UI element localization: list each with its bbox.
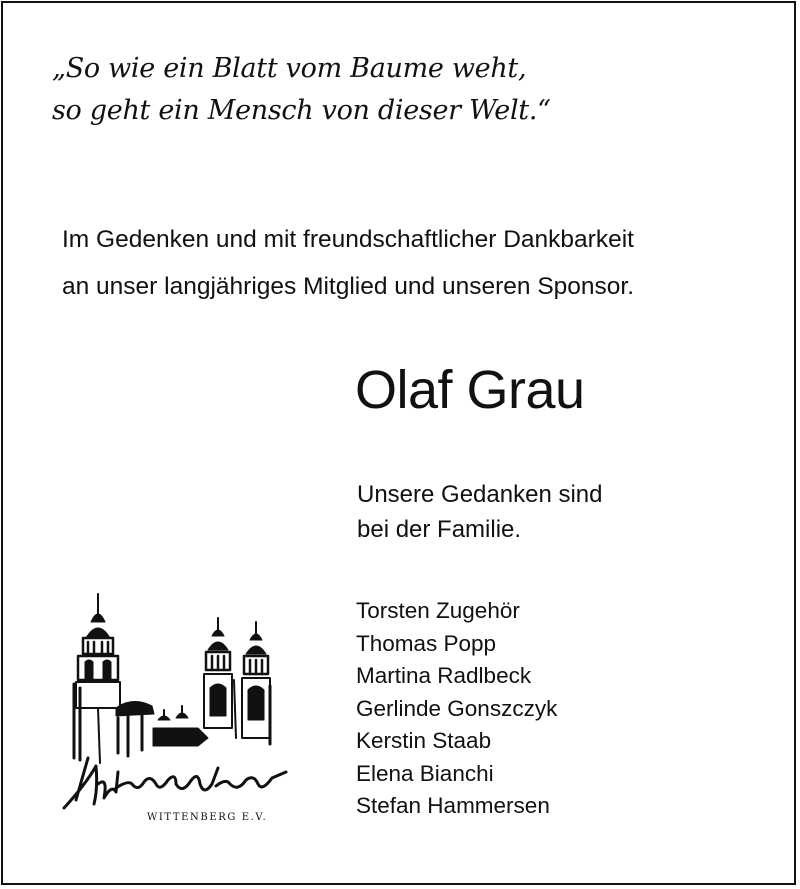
kunstverein-signature bbox=[64, 758, 286, 808]
quote-line-1: „So wie ein Blatt vom Baume weht, bbox=[52, 53, 527, 84]
intro-line-1: Im Gedenken und mit freundschaftlicher Dankbarkeit bbox=[62, 226, 634, 253]
memorial-intro bbox=[62, 216, 782, 310]
deceased-name: Olaf Grau bbox=[355, 360, 585, 420]
signatory-name: Torsten Zugehör bbox=[356, 598, 520, 623]
logo-caption: WITTENBERG E.V. bbox=[147, 812, 268, 823]
signatory-name: Kerstin Staab bbox=[356, 728, 492, 753]
memorial-quote bbox=[52, 48, 612, 132]
logo-signature-text: Kunstverein bbox=[58, 588, 64, 589]
condolence-line-1: Unsere Gedanken sind bbox=[357, 481, 603, 508]
kunstverein-logo bbox=[58, 588, 298, 828]
signatory-name: Martina Radlbeck bbox=[356, 663, 532, 688]
church-towers-illustration bbox=[74, 594, 270, 763]
quote-line-2: so geht ein Mensch von dieser Welt.“ bbox=[52, 95, 551, 126]
signatory-name: Stefan Hammersen bbox=[356, 793, 550, 818]
condolence-text bbox=[357, 477, 602, 547]
intro-line-2: an unser langjähriges Mitglied und unseren Sponsor. bbox=[62, 273, 635, 300]
signatory-name: Thomas Popp bbox=[356, 630, 497, 656]
signatory-list bbox=[356, 595, 557, 823]
condolence-line-2: bei der Familie. bbox=[357, 516, 522, 543]
signatory-name: Gerlinde Gonszczyk bbox=[356, 695, 558, 721]
signatory-name: Elena Bianchi bbox=[356, 760, 494, 786]
